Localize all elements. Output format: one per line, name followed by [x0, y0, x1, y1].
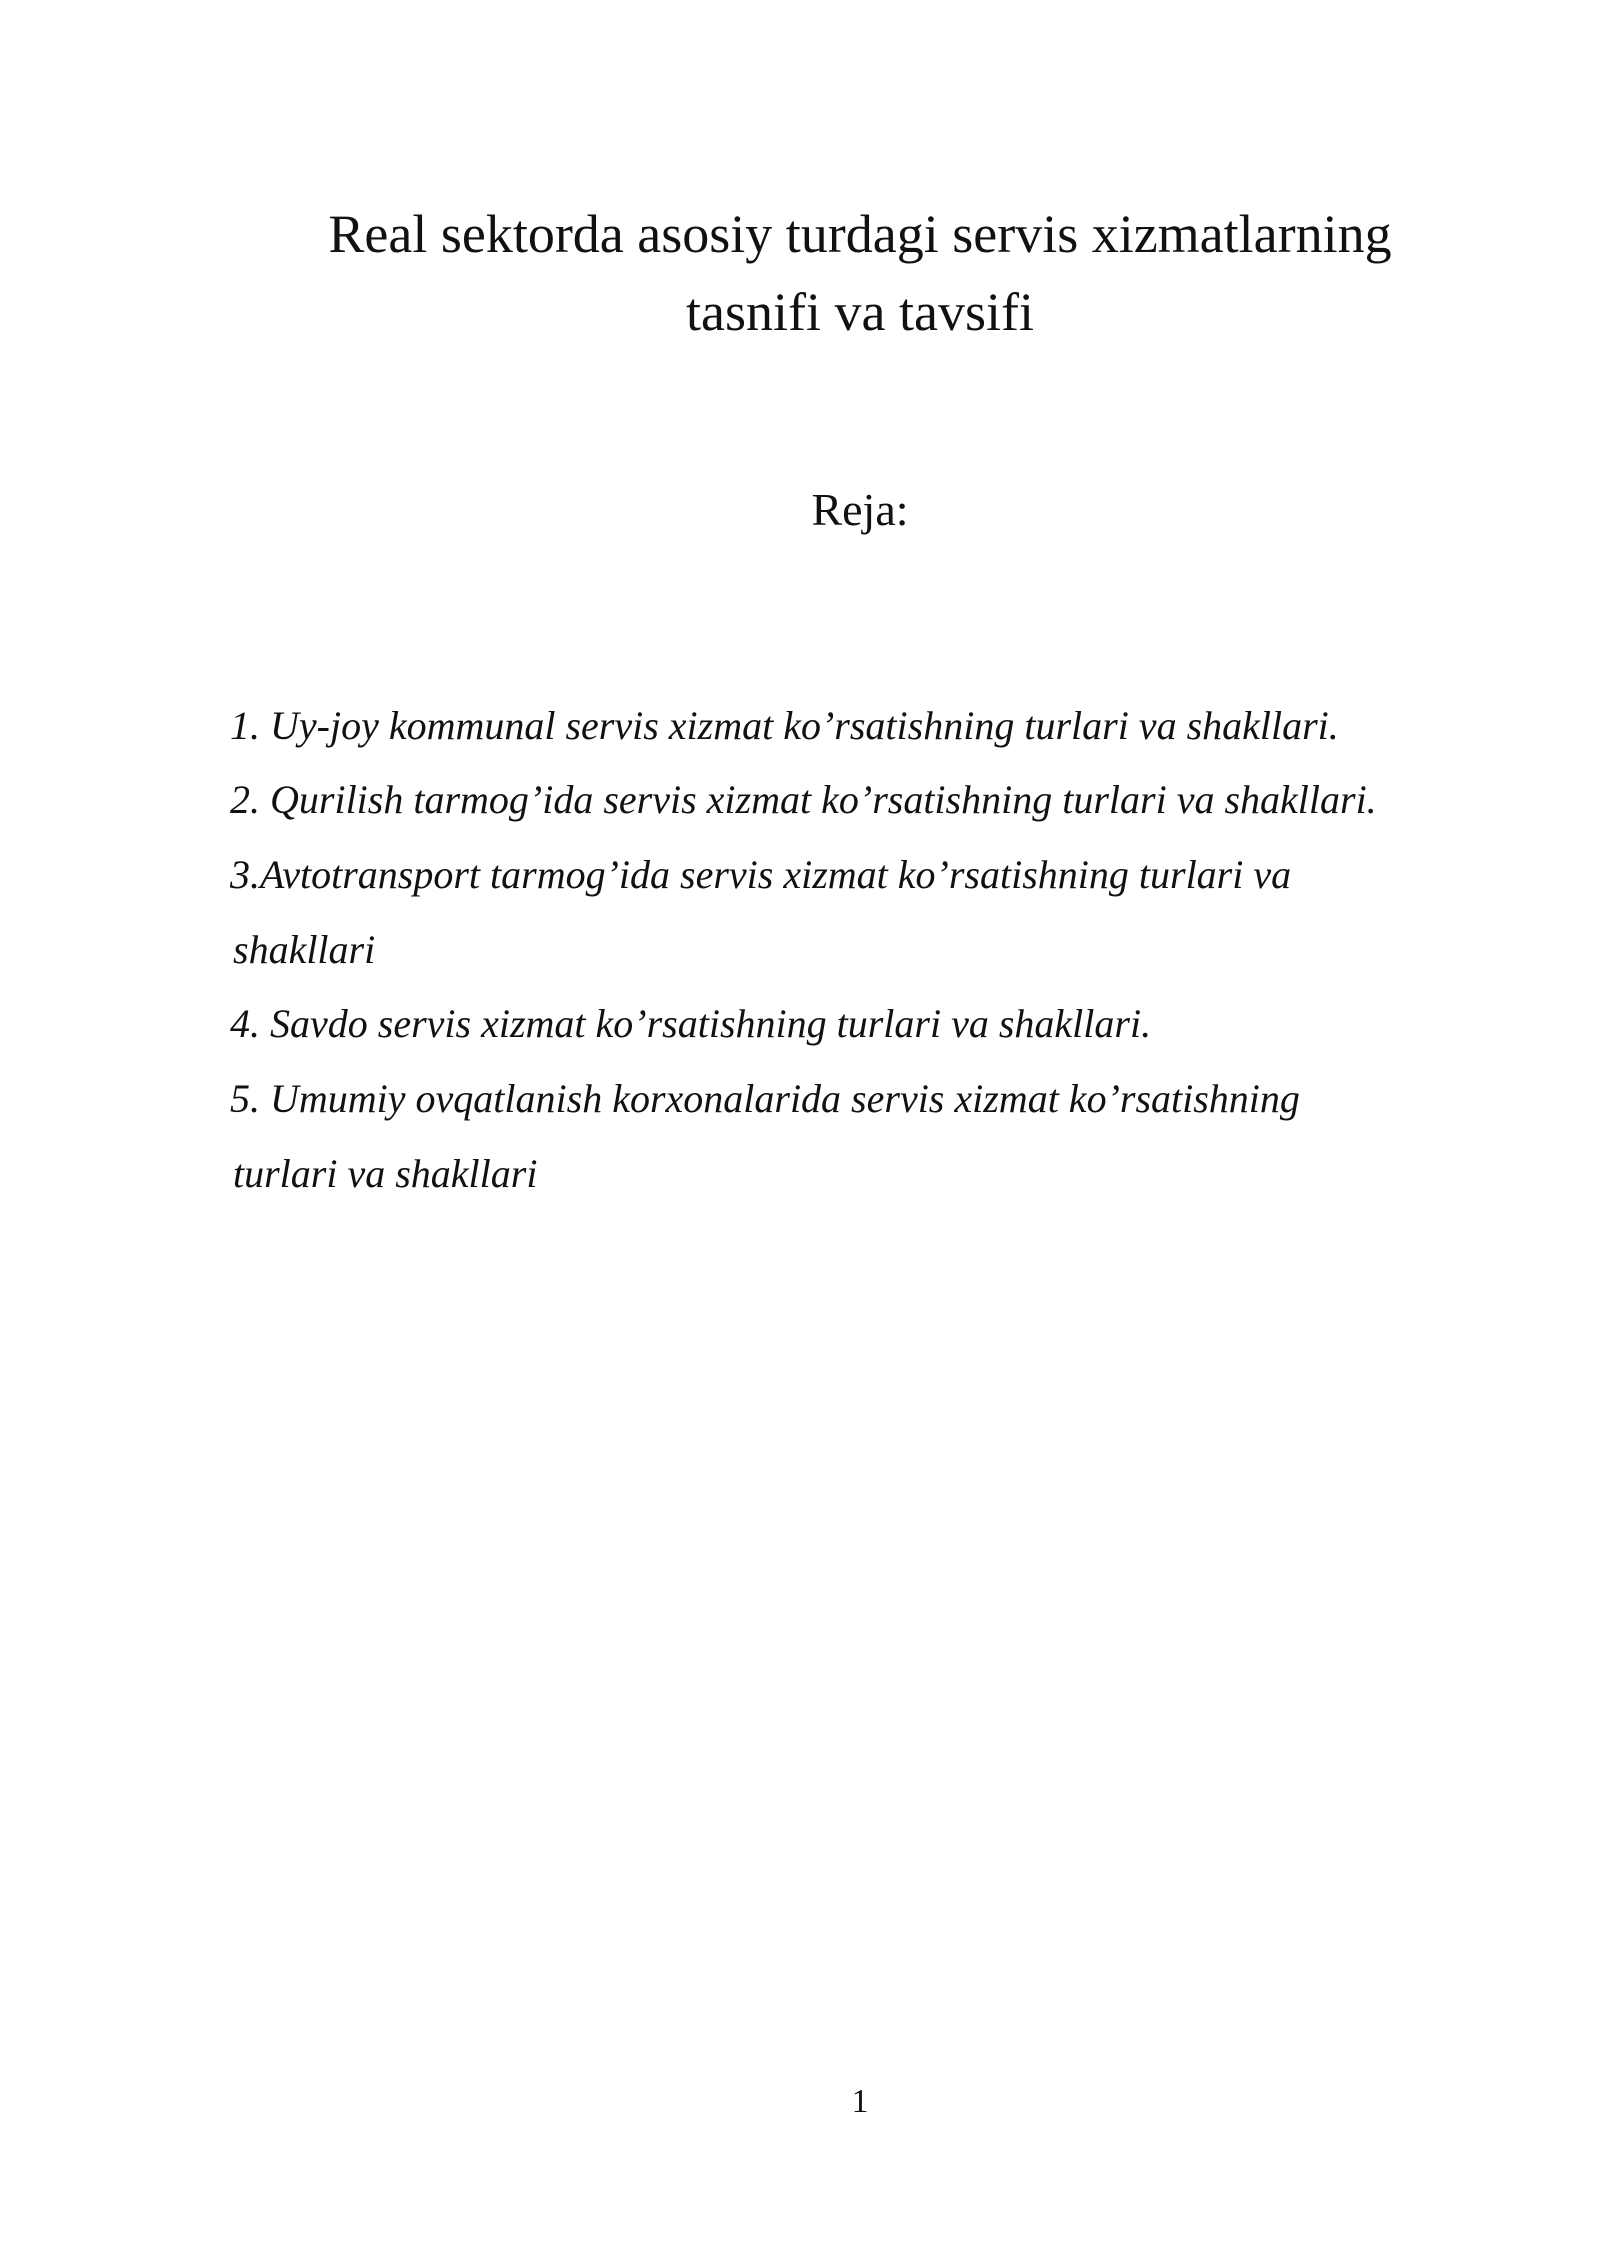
plan-item-5: 5. Umumiy ovqatlanish korxonalarida servis xizmat ko’rsatishning: [230, 1076, 1300, 1121]
plan-item-3-continuation: shakllari: [233, 927, 376, 972]
plan-item-4: 4. Savdo servis xizmat ko’rsatishning turlari va shakllari.: [230, 1001, 1152, 1046]
document-title-line-1: Real sektorda asosiy turdagi servis xizmatlarning: [328, 204, 1392, 264]
plan-item-5-continuation: turlari va shakllari: [233, 1151, 538, 1196]
plan-item-3: 3.Avtotransport tarmog’ida servis xizmat ko’rsatishning turlari va: [230, 852, 1292, 897]
page-number: 1: [851, 2083, 869, 2120]
plan-item-1: 1. Uy-joy kommunal servis xizmat ko’rsatishning turlari va shakllari.: [230, 703, 1339, 748]
document-title-line-2: tasnifi va tavsifi: [686, 282, 1034, 342]
plan-item-2: 2. Qurilish tarmog’ida servis xizmat ko’rsatishning turlari va shakllari.: [230, 777, 1377, 822]
plan-heading: Reja:: [811, 484, 909, 535]
